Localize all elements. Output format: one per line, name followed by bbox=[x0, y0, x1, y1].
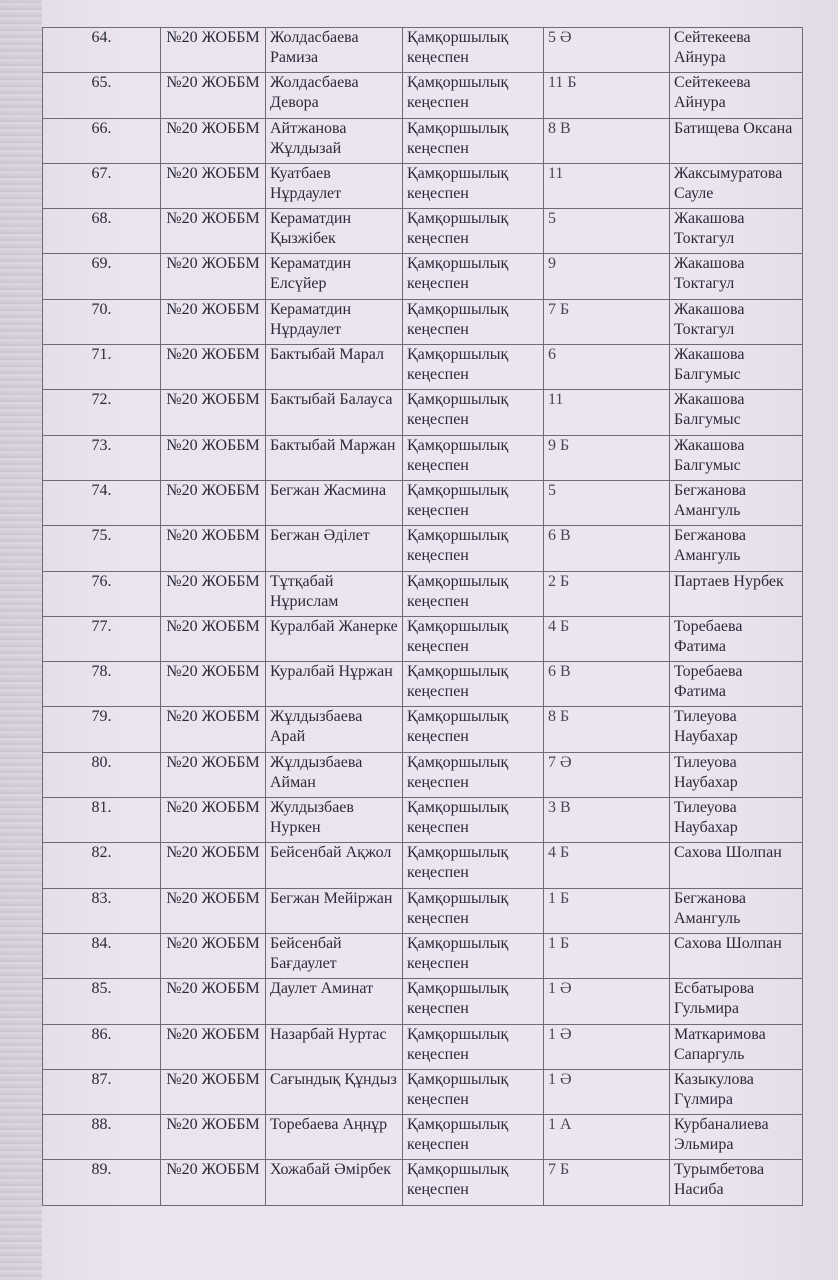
table-row bbox=[43, 571, 803, 616]
status-cell: Қамқоршылық кеңеспен bbox=[403, 979, 544, 1024]
row-number: 87. bbox=[43, 1069, 161, 1114]
grade-cell: 7 Ә bbox=[544, 752, 670, 797]
grade-cell: 5 bbox=[544, 209, 670, 254]
grade-cell: 6 bbox=[544, 345, 670, 390]
school-cell: №20 ЖОББМ bbox=[161, 526, 266, 571]
row-number: 86. bbox=[43, 1024, 161, 1069]
row-number: 89. bbox=[43, 1160, 161, 1205]
teacher-name-cell: Жакашова Балгумыс bbox=[670, 345, 803, 390]
row-number: 72. bbox=[43, 390, 161, 435]
table-row bbox=[43, 435, 803, 480]
table-row bbox=[43, 616, 803, 661]
status-cell: Қамқоршылық кеңеспен bbox=[403, 390, 544, 435]
student-name-cell: Кераматдин Нұрдаулет bbox=[266, 299, 403, 344]
grade-cell: 5 Ә bbox=[544, 28, 670, 73]
school-cell: №20 ЖОББМ bbox=[161, 571, 266, 616]
student-name-cell: Назарбай Нуртас bbox=[266, 1024, 403, 1069]
table-row bbox=[43, 1160, 803, 1205]
table-row bbox=[43, 73, 803, 118]
student-roster-table bbox=[42, 27, 803, 1206]
status-cell: Қамқоршылық кеңеспен bbox=[403, 707, 544, 752]
row-number: 69. bbox=[43, 254, 161, 299]
row-number: 65. bbox=[43, 73, 161, 118]
row-number: 81. bbox=[43, 798, 161, 843]
school-cell: №20 ЖОББМ bbox=[161, 662, 266, 707]
school-cell: №20 ЖОББМ bbox=[161, 163, 266, 208]
row-number: 82. bbox=[43, 843, 161, 888]
student-name-cell: Кераматдин Қызжібек bbox=[266, 209, 403, 254]
grade-cell: 7 Б bbox=[544, 1160, 670, 1205]
student-name-cell: Бегжан Жасмина bbox=[266, 480, 403, 525]
teacher-name-cell: Курбаналиева Эльмира bbox=[670, 1115, 803, 1160]
teacher-name-cell: Жакашова Балгумыс bbox=[670, 390, 803, 435]
table-row bbox=[43, 163, 803, 208]
teacher-name-cell: Жаксымуратова Сауле bbox=[670, 163, 803, 208]
table-row bbox=[43, 390, 803, 435]
grade-cell: 1 Ә bbox=[544, 1024, 670, 1069]
school-cell: №20 ЖОББМ bbox=[161, 209, 266, 254]
table-row bbox=[43, 28, 803, 73]
student-name-cell: Жулдызбаев Нуркен bbox=[266, 798, 403, 843]
student-name-cell: Жұлдызбаева Айман bbox=[266, 752, 403, 797]
row-number: 85. bbox=[43, 979, 161, 1024]
row-number: 67. bbox=[43, 163, 161, 208]
school-cell: №20 ЖОББМ bbox=[161, 1069, 266, 1114]
row-number: 66. bbox=[43, 118, 161, 163]
row-number: 77. bbox=[43, 616, 161, 661]
table-row bbox=[43, 254, 803, 299]
table-row bbox=[43, 526, 803, 571]
status-cell: Қамқоршылық кеңеспен bbox=[403, 1024, 544, 1069]
school-cell: №20 ЖОББМ bbox=[161, 254, 266, 299]
row-number: 70. bbox=[43, 299, 161, 344]
school-cell: №20 ЖОББМ bbox=[161, 752, 266, 797]
table-row bbox=[43, 979, 803, 1024]
teacher-name-cell: Жакашова Токтагул bbox=[670, 299, 803, 344]
status-cell: Қамқоршылық кеңеспен bbox=[403, 435, 544, 480]
row-number: 68. bbox=[43, 209, 161, 254]
table-row bbox=[43, 1069, 803, 1114]
student-name-cell: Куралбай Жанерке bbox=[266, 616, 403, 661]
row-number: 83. bbox=[43, 888, 161, 933]
teacher-name-cell: Торебаева Фатима bbox=[670, 662, 803, 707]
teacher-name-cell: Жакашова Балгумыс bbox=[670, 435, 803, 480]
grade-cell: 2 Б bbox=[544, 571, 670, 616]
student-name-cell: Жолдасбаева Девора bbox=[266, 73, 403, 118]
table-row bbox=[43, 345, 803, 390]
row-number: 84. bbox=[43, 933, 161, 978]
row-number: 88. bbox=[43, 1115, 161, 1160]
school-cell: №20 ЖОББМ bbox=[161, 345, 266, 390]
grade-cell: 5 bbox=[544, 480, 670, 525]
table-row bbox=[43, 480, 803, 525]
row-number: 78. bbox=[43, 662, 161, 707]
status-cell: Қамқоршылық кеңеспен bbox=[403, 933, 544, 978]
scan-edge-strip bbox=[0, 0, 42, 1280]
teacher-name-cell: Батищева Оксана bbox=[670, 118, 803, 163]
school-cell: №20 ЖОББМ bbox=[161, 707, 266, 752]
teacher-name-cell: Бегжанова Амангуль bbox=[670, 480, 803, 525]
status-cell: Қамқоршылық кеңеспен bbox=[403, 299, 544, 344]
status-cell: Қамқоршылық кеңеспен bbox=[403, 888, 544, 933]
grade-cell: 3 В bbox=[544, 798, 670, 843]
status-cell: Қамқоршылық кеңеспен bbox=[403, 1160, 544, 1205]
school-cell: №20 ЖОББМ bbox=[161, 843, 266, 888]
teacher-name-cell: Партаев Нурбек bbox=[670, 571, 803, 616]
grade-cell: 11 Б bbox=[544, 73, 670, 118]
row-number: 76. bbox=[43, 571, 161, 616]
table-row bbox=[43, 752, 803, 797]
status-cell: Қамқоршылық кеңеспен bbox=[403, 254, 544, 299]
table-row bbox=[43, 707, 803, 752]
student-name-cell: Тұтқабай Нұрислам bbox=[266, 571, 403, 616]
teacher-name-cell: Сахова Шолпан bbox=[670, 933, 803, 978]
teacher-name-cell: Тилеуова Наубахар bbox=[670, 752, 803, 797]
table-row bbox=[43, 1115, 803, 1160]
student-name-cell: Кераматдин Елсүйер bbox=[266, 254, 403, 299]
school-cell: №20 ЖОББМ bbox=[161, 118, 266, 163]
teacher-name-cell: Бегжанова Амангуль bbox=[670, 888, 803, 933]
student-name-cell: Бактыбай Марал bbox=[266, 345, 403, 390]
grade-cell: 9 Б bbox=[544, 435, 670, 480]
teacher-name-cell: Казыкулова Гүлмира bbox=[670, 1069, 803, 1114]
table-row bbox=[43, 209, 803, 254]
school-cell: №20 ЖОББМ bbox=[161, 933, 266, 978]
grade-cell: 4 Б bbox=[544, 616, 670, 661]
student-name-cell: Сағындық Құндыз bbox=[266, 1069, 403, 1114]
table-row bbox=[43, 798, 803, 843]
school-cell: №20 ЖОББМ bbox=[161, 28, 266, 73]
table-row bbox=[43, 299, 803, 344]
row-number: 80. bbox=[43, 752, 161, 797]
teacher-name-cell: Тилеуова Наубахар bbox=[670, 798, 803, 843]
grade-cell: 6 В bbox=[544, 526, 670, 571]
table-row bbox=[43, 888, 803, 933]
school-cell: №20 ЖОББМ bbox=[161, 979, 266, 1024]
row-number: 64. bbox=[43, 28, 161, 73]
status-cell: Қамқоршылық кеңеспен bbox=[403, 526, 544, 571]
teacher-name-cell: Сейтекеева Айнура bbox=[670, 28, 803, 73]
status-cell: Қамқоршылық кеңеспен bbox=[403, 209, 544, 254]
teacher-name-cell: Сахова Шолпан bbox=[670, 843, 803, 888]
teacher-name-cell: Маткаримова Сапаргуль bbox=[670, 1024, 803, 1069]
status-cell: Қамқоршылық кеңеспен bbox=[403, 662, 544, 707]
student-name-cell: Жолдасбаева Рамиза bbox=[266, 28, 403, 73]
teacher-name-cell: Жакашова Токтагул bbox=[670, 254, 803, 299]
school-cell: №20 ЖОББМ bbox=[161, 888, 266, 933]
teacher-name-cell: Бегжанова Амангуль bbox=[670, 526, 803, 571]
row-number: 71. bbox=[43, 345, 161, 390]
table-row bbox=[43, 933, 803, 978]
status-cell: Қамқоршылық кеңеспен bbox=[403, 798, 544, 843]
grade-cell: 9 bbox=[544, 254, 670, 299]
school-cell: №20 ЖОББМ bbox=[161, 390, 266, 435]
row-number: 73. bbox=[43, 435, 161, 480]
status-cell: Қамқоршылық кеңеспен bbox=[403, 1069, 544, 1114]
status-cell: Қамқоршылық кеңеспен bbox=[403, 73, 544, 118]
student-name-cell: Бактыбай Маржан bbox=[266, 435, 403, 480]
table-row bbox=[43, 118, 803, 163]
student-name-cell: Бактыбай Балауса bbox=[266, 390, 403, 435]
status-cell: Қамқоршылық кеңеспен bbox=[403, 118, 544, 163]
school-cell: №20 ЖОББМ bbox=[161, 1115, 266, 1160]
grade-cell: 1 А bbox=[544, 1115, 670, 1160]
student-name-cell: Бейсенбай Бағдаулет bbox=[266, 933, 403, 978]
student-name-cell: Бегжан Мейіржан bbox=[266, 888, 403, 933]
student-name-cell: Бегжан Әділет bbox=[266, 526, 403, 571]
student-name-cell: Айтжанова Жұлдызай bbox=[266, 118, 403, 163]
teacher-name-cell: Жакашова Токтагул bbox=[670, 209, 803, 254]
status-cell: Қамқоршылық кеңеспен bbox=[403, 571, 544, 616]
school-cell: №20 ЖОББМ bbox=[161, 798, 266, 843]
row-number: 75. bbox=[43, 526, 161, 571]
page-bottom-margin bbox=[42, 1212, 802, 1280]
status-cell: Қамқоршылық кеңеспен bbox=[403, 1115, 544, 1160]
row-number: 74. bbox=[43, 480, 161, 525]
teacher-name-cell: Тилеуова Наубахар bbox=[670, 707, 803, 752]
grade-cell: 6 В bbox=[544, 662, 670, 707]
status-cell: Қамқоршылық кеңеспен bbox=[403, 163, 544, 208]
school-cell: №20 ЖОББМ bbox=[161, 73, 266, 118]
table-row bbox=[43, 1024, 803, 1069]
student-name-cell: Даулет Аминат bbox=[266, 979, 403, 1024]
grade-cell: 8 В bbox=[544, 118, 670, 163]
school-cell: №20 ЖОББМ bbox=[161, 616, 266, 661]
status-cell: Қамқоршылық кеңеспен bbox=[403, 28, 544, 73]
teacher-name-cell: Сейтекеева Айнура bbox=[670, 73, 803, 118]
student-name-cell: Торебаева Аңнұр bbox=[266, 1115, 403, 1160]
student-name-cell: Куралбай Нұржан bbox=[266, 662, 403, 707]
teacher-name-cell: Торебаева Фатима bbox=[670, 616, 803, 661]
grade-cell: 8 Б bbox=[544, 707, 670, 752]
school-cell: №20 ЖОББМ bbox=[161, 480, 266, 525]
grade-cell: 1 Ә bbox=[544, 1069, 670, 1114]
school-cell: №20 ЖОББМ bbox=[161, 435, 266, 480]
school-cell: №20 ЖОББМ bbox=[161, 299, 266, 344]
row-number: 79. bbox=[43, 707, 161, 752]
student-name-cell: Жұлдызбаева Арай bbox=[266, 707, 403, 752]
grade-cell: 11 bbox=[544, 163, 670, 208]
table-row bbox=[43, 662, 803, 707]
teacher-name-cell: Есбатырова Гульмира bbox=[670, 979, 803, 1024]
student-name-cell: Бейсенбай Ақжол bbox=[266, 843, 403, 888]
roster-body bbox=[43, 28, 803, 1206]
grade-cell: 4 Б bbox=[544, 843, 670, 888]
grade-cell: 1 Б bbox=[544, 888, 670, 933]
teacher-name-cell: Турымбетова Насиба bbox=[670, 1160, 803, 1205]
grade-cell: 7 Б bbox=[544, 299, 670, 344]
table-row bbox=[43, 843, 803, 888]
grade-cell: 1 Ә bbox=[544, 979, 670, 1024]
student-name-cell: Хожабай Әмірбек bbox=[266, 1160, 403, 1205]
student-name-cell: Куатбаев Нұрдаулет bbox=[266, 163, 403, 208]
status-cell: Қамқоршылық кеңеспен bbox=[403, 752, 544, 797]
status-cell: Қамқоршылық кеңеспен bbox=[403, 843, 544, 888]
school-cell: №20 ЖОББМ bbox=[161, 1024, 266, 1069]
status-cell: Қамқоршылық кеңеспен bbox=[403, 480, 544, 525]
status-cell: Қамқоршылық кеңеспен bbox=[403, 345, 544, 390]
grade-cell: 11 bbox=[544, 390, 670, 435]
school-cell: №20 ЖОББМ bbox=[161, 1160, 266, 1205]
status-cell: Қамқоршылық кеңеспен bbox=[403, 616, 544, 661]
grade-cell: 1 Б bbox=[544, 933, 670, 978]
